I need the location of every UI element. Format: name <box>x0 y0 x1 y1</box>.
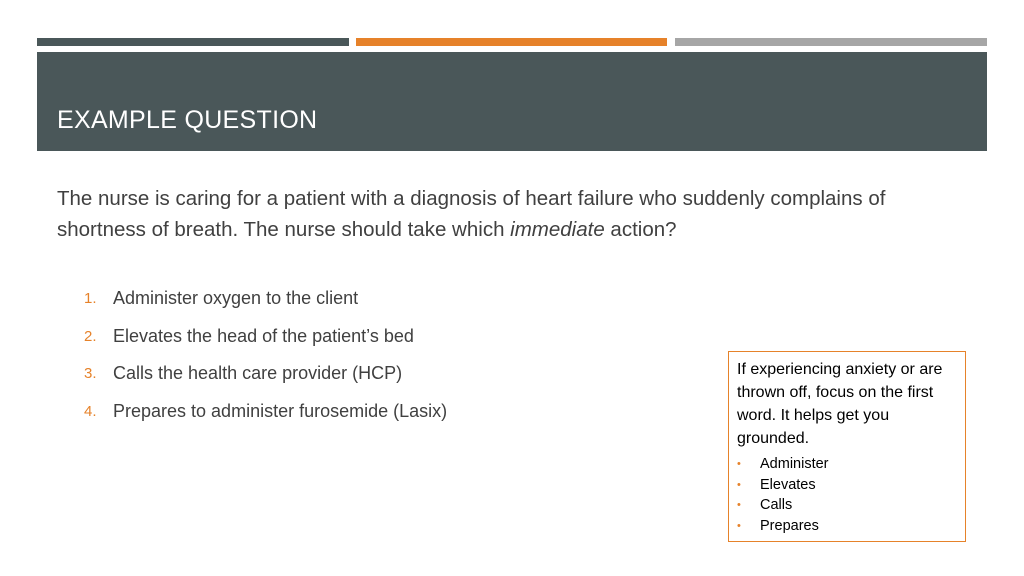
question-text-start: The nurse is caring for a patient with a diagnosis of heart failure who suddenly complains of shortness of breath. The nurse should take which <box>57 187 886 241</box>
tip-bullet-text: Administer <box>760 456 829 472</box>
answer-item <box>80 280 447 318</box>
decorative-top-bars <box>37 38 987 46</box>
slide-title: EXAMPLE QUESTION <box>57 106 318 134</box>
answer-number: 3. <box>84 365 97 383</box>
tip-bullet-item <box>737 495 957 516</box>
question-text-end: action? <box>604 218 677 241</box>
top-bar-gray <box>675 38 987 46</box>
tip-bullet-item <box>737 516 957 537</box>
answer-number: 1. <box>84 290 97 308</box>
question-text <box>57 183 957 245</box>
bullet-icon: • <box>737 458 741 470</box>
tip-bullet-text: Prepares <box>760 517 819 534</box>
bullet-icon: • <box>737 478 741 491</box>
answer-item <box>80 355 447 393</box>
answer-text: Prepares to administer furosemide (Lasix) <box>113 400 448 421</box>
top-bar-dark <box>37 38 349 46</box>
answer-item <box>80 318 447 356</box>
top-bar-orange <box>356 38 667 46</box>
answer-text: Calls the health care provider (HCP) <box>113 363 403 384</box>
tip-bullet-item <box>737 475 957 496</box>
tip-bullet-text: Elevates <box>760 476 816 493</box>
answer-list <box>80 280 447 430</box>
answer-item <box>80 393 447 431</box>
tip-callout-box <box>728 351 966 542</box>
question-emphasis: immediate <box>510 218 605 241</box>
tip-bullet-text: Calls <box>760 497 793 513</box>
answer-number: 2. <box>84 327 97 345</box>
answer-text: Elevates the head of the patient’s bed <box>113 325 414 346</box>
tip-bullet-list <box>737 454 957 536</box>
tip-text: If experiencing anxiety or are thrown off, focus on the first word. It helps get you grounded. <box>737 361 943 447</box>
tip-bullet-item <box>737 454 957 475</box>
bullet-icon: • <box>737 499 741 511</box>
answer-text: Administer oxygen to the client <box>113 288 359 309</box>
title-band <box>37 52 987 151</box>
bullet-icon: • <box>737 519 741 532</box>
answer-number: 4. <box>84 402 97 420</box>
